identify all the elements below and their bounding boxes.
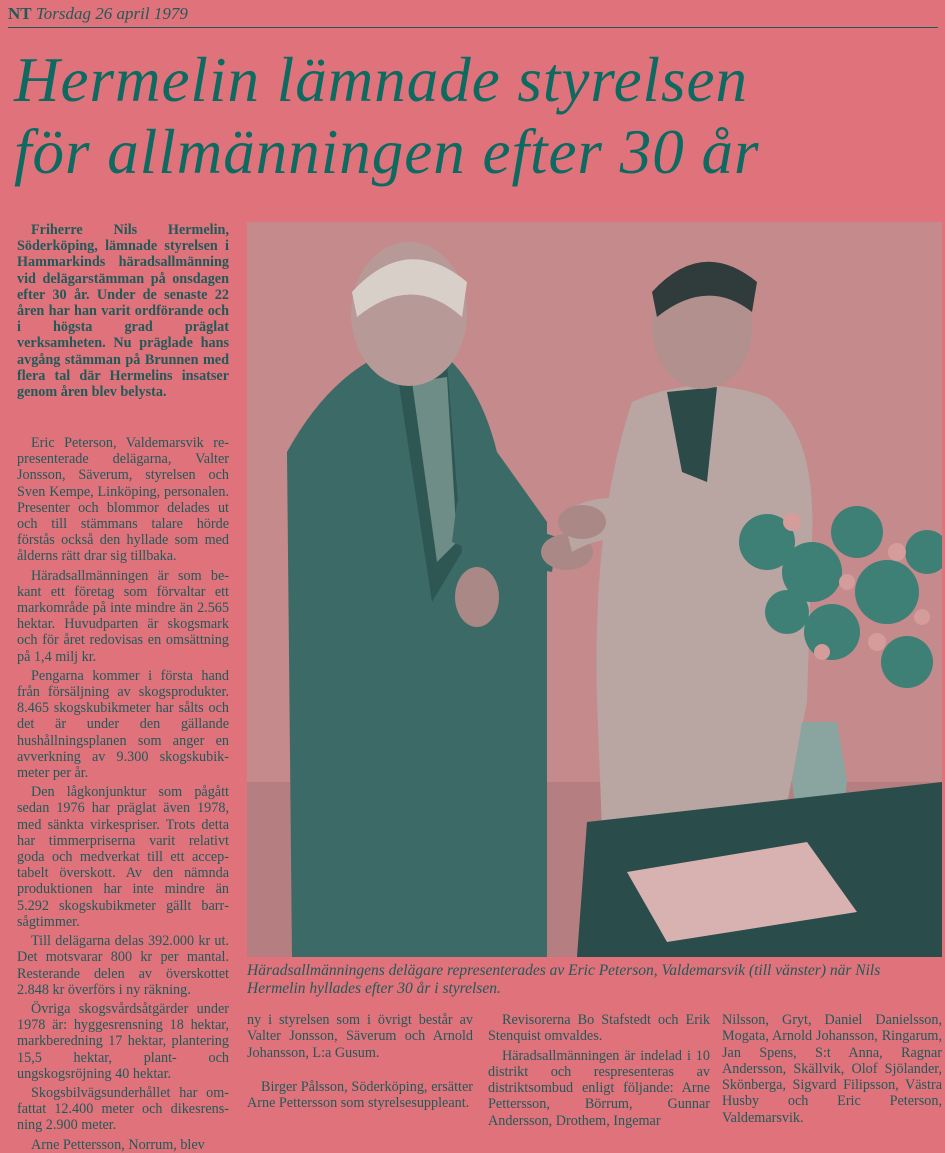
- bottom-column-3: [722, 1012, 942, 1126]
- bottom-column-1: [247, 1012, 473, 1111]
- body-paragraph-6: Övriga skogsvårdsåtgärder under 1978 är: hyggesrensning 18 hektar, markberedning 17 hektar, plantering 15,5 hektar, plant- och ungskogsröjning 40 hektar.: [17, 1000, 229, 1082]
- body-paragraph-4: Den lågkonjunktur som pågått sedan 1976 har präglat även 1978, med sänkta virkespriser. Trots detta har timmerpriserna varit relativt goda och medverkat till ett acceptabelt överskott. Av den nämnda produktionen har inte mindre än 5.292 skogskubikmeter gällt barrsågtimmer.: [17, 784, 229, 930]
- bottom-paragraph: Birger Pålsson, Söderköping, ersätter Arne Pettersson som styrelsesuppleant.: [247, 1078, 473, 1112]
- body-paragraph-3: Pengarna kommer i första hand från försäljning av skogsprodukter. 8.465 skogskubikmeter har sålts och det är under den gällande hushållningsplanen som anger en avverkning av 9.300 skogskubikmeter per år.: [17, 667, 229, 782]
- headline: [14, 44, 939, 188]
- body-paragraph-1: Eric Peterson, Valdemarsvik representerade delägarna, Valter Jonsson, Säverum, styrelsen och Sven Kempe, Linköping, personalen. Presenter och blommor delades ut och till stämmans talare hörde förstås också den hyllade som med ålderns rätt drar sig tillbaka.: [17, 435, 229, 565]
- paper-name: NT: [8, 4, 32, 23]
- body-paragraph-2: Häradsallmänningen är som bekant ett företag som förvaltar ett markområde på inte mindre än 2.565 hektar. Huvudparten är skogsmark och för året redovisas en omsättning på 1,4 milj kr.: [17, 567, 229, 665]
- bottom-paragraph: ny i styrelsen som i övrigt består av Valter Jonsson, Säverum och Arnold Johansson, L:a Gusum.: [247, 1012, 473, 1061]
- issue-date: Torsdag 26 april 1979: [35, 4, 188, 23]
- body-paragraph-5: Till delägarna delas 392.000 kr ut. Det motsvarar 800 kr per mantal. Resterande delen av överskottet 2.848 kr överförs i ny räkning.: [17, 933, 229, 998]
- body-paragraph-7: Skogsbilvägsunderhållet har omfattat 12.400 meter och dikesrensning 2.900 meter.: [17, 1084, 229, 1134]
- body-column: [17, 435, 229, 1153]
- bottom-paragraph: Revisorerna Bo Stafstedt och Erik Stenquist omvaldes.: [488, 1012, 710, 1045]
- bottom-column-2: [488, 1012, 710, 1129]
- body-paragraph-8: Arne Pettersson, Norrum, blev: [31, 1136, 205, 1153]
- headline-line-1: Hermelin lämnade styrelsen: [14, 45, 749, 115]
- photo-caption: Häradsallmänningens delägare representerades av Eric Peterson, Valdemarsvik (till vänster) när Nils Hermelin hyllades efter 30 år i styrelsen.: [247, 962, 881, 997]
- news-photo: [247, 222, 942, 957]
- bottom-paragraph: Nilsson, Gryt, Daniel Danielsson, Mogata, Arnold Johansson, Ringarum, Jan Spens, S:t Anna, Ragnar Andersson, Skällvik, Olof Sjölander, Skönberga, Sigvard Filipsson, Västra Husby och Eric Peterson, Valdemarsvik.: [722, 1012, 942, 1126]
- headline-line-2: för allmänningen efter 30 år: [14, 117, 760, 187]
- photo-illustration: [247, 222, 942, 957]
- lede-paragraph: Friherre Nils Hermelin, Söderköping, lämnade styrelsen i Hammarkinds häradsallmänning vid delägarstämman på onsdagen efter 30 år. Under de senaste 22 åren har han varit ordförande och i högsta grad präglat verksamheten. Nu präglade hans avgång stämman på Brunnen med flera tal där Hermelins insatser genom åren blev belysta.: [17, 222, 229, 401]
- bottom-paragraph: Häradsallmänningen är indelad i 10 distrikt och respresenteras av distriktsombud enligt följande: Arne Pettersson, Börrum, Gunnar Andersson, Drothem, Ingemar: [488, 1047, 710, 1129]
- masthead: [8, 4, 938, 28]
- lede-column: [17, 222, 229, 400]
